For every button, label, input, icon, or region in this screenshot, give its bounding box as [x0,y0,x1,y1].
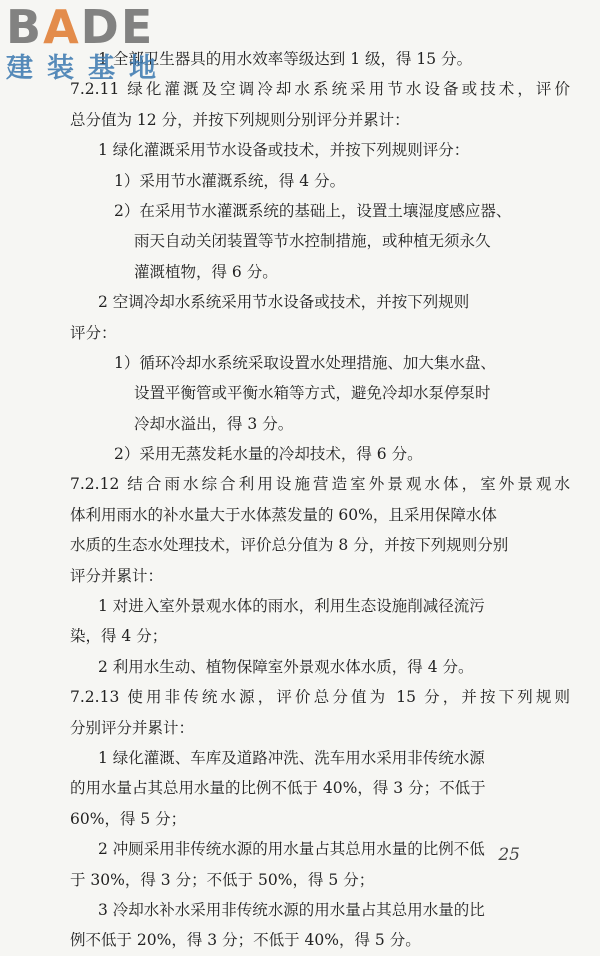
page-number: 25 [498,845,520,865]
clause-7-2-12-line-4: 评分并累计： [70,566,164,585]
sub-item-1-line-3: 冷却水溢出，得 3 分。 [134,414,294,433]
item-3-line-1: 3 冷却水补水采用非传统水源的用水量占其总用水量的比 [98,900,485,919]
clause-7-2-13-line-1: 7.2.13 使用非传统水源，评价总分值为 15 分，并按下列规则 [70,688,570,707]
item-3-line-2: 例不低于 20%，得 3 分；不低于 40%，得 5 分。 [70,931,421,950]
item-2-line-1: 2 冲厕采用非传统水源的用水量占其总用水量的比例不低 [98,840,485,859]
item-1-line-1: 1 绿化灌溉、车库及道路冲洗、洗车用水采用非传统水源 [98,748,485,767]
sub-item-1: 1）采用节水灌溉系统，得 4 分。 [114,171,346,190]
sub-item-2-line-2: 雨天自动关闭装置等节水控制措施，或种植无须永久 [134,232,491,251]
item-2-heading-line-2: 评分： [70,323,117,342]
item-1-line-1: 1 对进入室外景观水体的雨水，利用生态设施削减径流污 [98,597,485,616]
clause-7-2-13-line-2: 分别评分并累计： [70,718,195,737]
logo-brand-text: BADE [6,0,155,54]
item-1-line-2: 染，得 4 分； [70,627,168,646]
clause-7-2-11-line-2: 总分值为 12 分，并按下列规则分别评分并累计： [70,110,410,129]
clause-7-2-12-line-2: 体利用雨水的补水量大于水体蒸发量的 60%，且采用保障水体 [70,505,497,524]
item-2-heading-line-1: 2 空调冷却水系统采用节水设备或技术，并按下列规则 [98,293,470,312]
clause-7-2-12-line-1: 7.2.12 结合雨水综合利用设施营造室外景观水体，室外景观水 [70,475,570,494]
document-body [70,44,570,956]
item-2: 2 利用水生动、植物保障室外景观水体水质，得 4 分。 [98,657,474,676]
logo-subtitle: 建装基地 [6,53,170,84]
sub-item-2: 2）采用无蒸发耗水量的冷却技术，得 6 分。 [114,445,423,464]
sub-item-2-line-1: 2）在采用节水灌溉系统的基础上，设置土壤湿度感应器、 [114,201,512,220]
clause-7-2-12-line-3: 水质的生态水处理技术，评价总分值为 8 分，并按下列规则分别 [70,536,509,555]
item-1-line-3: 60%，得 5 分； [70,809,187,828]
item-1-heading: 1 绿化灌溉采用节水设备或技术，并按下列规则评分： [98,141,470,160]
clause-7-2-11-line-1: 7.2.11 绿化灌溉及空调冷却水系统采用节水设备或技术，评价 [70,80,570,99]
item-2-line-2: 于 30%，得 3 分；不低于 50%，得 5 分； [70,870,375,889]
sub-item-2-line-3: 灌溉植物，得 6 分。 [134,262,278,281]
sub-item-1-line-2: 设置平衡管或平衡水箱等方式，避免冷却水泵停泵时 [134,384,491,403]
sub-item-1-line-1: 1）循环冷却水系统采取设置水处理措施、加大集水盘、 [114,353,496,372]
item-1-line-2: 的用水量占其总用水量的比例不低于 40%，得 3 分；不低于 [70,779,486,798]
text-line-1: 1 全部卫生器具的用水效率等级达到 1 级，得 15 分。 [98,50,473,68]
